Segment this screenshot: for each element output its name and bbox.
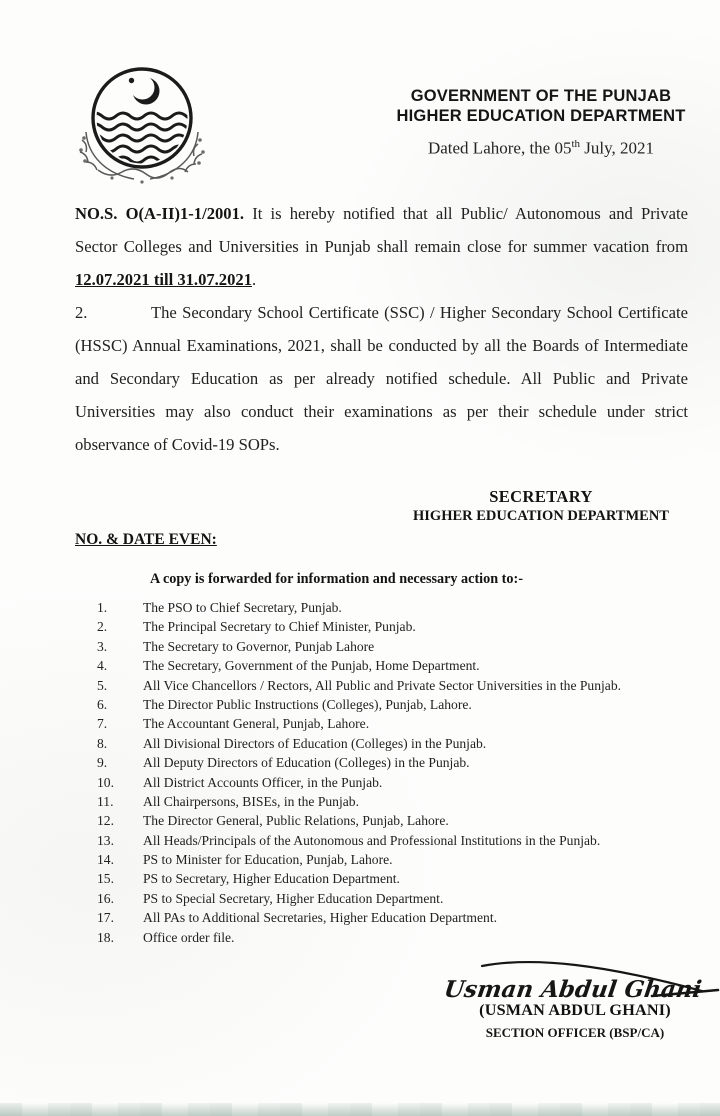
signature-script-name: Usman Abdul Ghani	[442, 976, 704, 1003]
org-name-line1: GOVERNMENT OF THE PUNJAB	[410, 87, 672, 105]
date-line	[392, 138, 690, 159]
paragraph-2-number: 2.	[75, 303, 88, 322]
list-item-text: Office order file.	[143, 929, 235, 945]
list-item	[97, 831, 697, 850]
list-item	[97, 598, 697, 617]
list-item-number: 7.	[97, 716, 108, 732]
list-item-text: The Director Public Instructions (Colleges), Punjab, Lahore.	[143, 696, 472, 712]
list-item	[97, 869, 697, 888]
list-item	[97, 656, 697, 675]
examinations-section	[75, 296, 688, 461]
list-item-text: All PAs to Additional Secretaries, Higher Education Department.	[143, 910, 497, 926]
distribution-list	[97, 598, 697, 947]
list-item-number: 17.	[97, 910, 114, 926]
list-item-text: The PSO to Chief Secretary, Punjab.	[143, 600, 342, 615]
copy-forwarded-intro: A copy is forwarded for information and necessary action to:-	[150, 571, 523, 587]
list-item-text: All Heads/Principals of the Autonomous and Professional Institutions in the Punjab.	[143, 832, 601, 848]
list-item	[97, 811, 697, 830]
paragraph-period: .	[252, 270, 257, 289]
handwritten-signature	[430, 953, 720, 1008]
list-item-text: The Accountant General, Punjab, Lahore.	[143, 716, 370, 732]
date-prefix: Dated Lahore, the 05	[427, 138, 572, 158]
secretary-department: HIGHER EDUCATION DEPARTMENT	[413, 508, 669, 524]
reference-number: NO.S. O(A-II)1-1/2001.	[75, 204, 245, 223]
list-item	[97, 773, 697, 792]
list-item-number: 11.	[97, 793, 114, 809]
list-item-text: PS to Secretary, Higher Education Department.	[143, 871, 400, 887]
list-item	[97, 637, 697, 656]
notification-text: It is hereby notified that all Public/ Autonomous and Private Sector Colleges and Universities in Punjab shall remain close for summer vacation from	[75, 204, 688, 256]
list-item-number: 14.	[97, 852, 114, 868]
list-item-text: PS to Minister for Education, Punjab, Lahore.	[143, 852, 393, 868]
vacation-dates: 12.07.2021 till 31.07.2021	[75, 270, 252, 289]
list-item-number: 2.	[97, 619, 108, 635]
list-item-number: 4.	[97, 658, 108, 674]
list-item-number: 6.	[97, 696, 108, 712]
list-item	[97, 714, 697, 733]
list-item	[97, 617, 697, 636]
date-suffix: July, 2021	[580, 138, 655, 158]
list-item-number: 5.	[97, 677, 108, 693]
list-item-text: All Vice Chancellors / Rectors, All Public and Private Sector Universities in the Punjab.	[143, 677, 622, 693]
list-item-number: 8.	[97, 735, 108, 751]
signatory-title: SECTION OFFICER (BSP/CA)	[485, 1025, 665, 1040]
signatory-name: (USMAN ABDUL GHANI)	[479, 1001, 671, 1019]
punjab-government-emblem-icon	[72, 58, 212, 204]
list-item-text: The Director General, Public Relations, Punjab, Lahore.	[143, 813, 449, 829]
list-item-number: 1.	[97, 600, 108, 615]
list-item-number: 9.	[97, 755, 108, 771]
list-item	[97, 753, 697, 772]
secretary-title: SECRETARY	[489, 487, 593, 506]
examinations-paragraph: The Secondary School Certificate (SSC) / Higher Secondary School Certificate (HSSC) Annual Examinations, 2021, shall be conducted by all the Boards of Intermediate and Secondary Education as per already notified schedule. All Public and Private Universities may also conduct their examinations as per their schedule under strict observance of Covid-19 SOPs.	[75, 303, 688, 454]
list-item-text: The Principal Secretary to Chief Minister, Punjab.	[143, 619, 416, 635]
date-ordinal: th	[571, 138, 581, 150]
list-item-text: The Secretary, Government of the Punjab, Home Department.	[143, 658, 480, 674]
list-item	[97, 889, 697, 908]
list-item-text: The Secretary to Governor, Punjab Lahore	[143, 638, 375, 654]
list-item-number: 3.	[97, 638, 108, 654]
list-item-number: 16.	[97, 890, 114, 906]
no-and-date-heading: NO. & DATE EVEN:	[75, 531, 217, 548]
list-item-text: All District Accounts Officer, in the Punjab.	[143, 774, 383, 790]
org-name-line2: HIGHER EDUCATION DEPARTMENT	[396, 107, 686, 125]
list-item-number: 15.	[97, 871, 114, 887]
list-item-number: 13.	[97, 832, 114, 848]
list-item-text: All Chairpersons, BISEs, in the Punjab.	[143, 793, 359, 809]
list-item-text: All Divisional Directors of Education (Colleges) in the Punjab.	[143, 735, 487, 751]
list-item	[97, 908, 697, 927]
scan-edge-band	[0, 1103, 720, 1116]
notification-paragraph	[75, 197, 688, 296]
list-item	[97, 792, 697, 811]
list-item	[97, 734, 697, 753]
list-item	[97, 695, 697, 714]
list-item-number: 10.	[97, 774, 114, 790]
list-item	[97, 850, 697, 869]
secretary-signature-block	[392, 487, 690, 525]
list-item	[97, 928, 697, 947]
list-item-number: 12.	[97, 813, 114, 829]
list-item-number: 18.	[97, 929, 114, 945]
org-header	[392, 86, 690, 126]
list-item-text: PS to Special Secretary, Higher Education Department.	[143, 890, 444, 906]
list-item-text: All Deputy Directors of Education (Colleges) in the Punjab.	[143, 755, 470, 771]
list-item	[97, 676, 697, 695]
